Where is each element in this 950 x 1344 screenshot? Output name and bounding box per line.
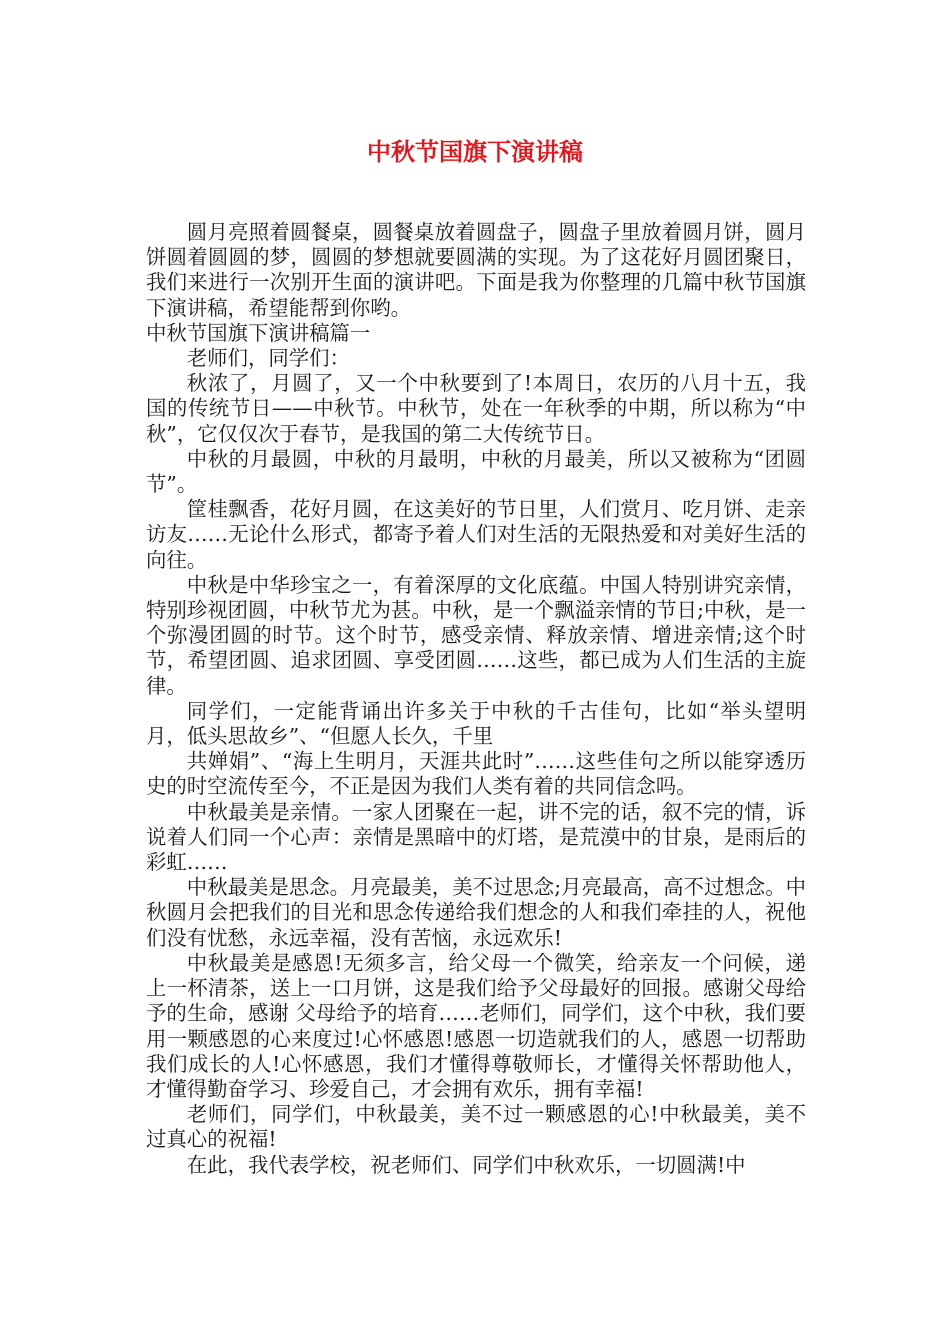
paragraph: 中秋的月最圆，中秋的月最明，中秋的月最美，所以又被称为“团圆节”。 [146,446,806,497]
paragraph: 中秋是中华珍宝之一，有着深厚的文化底蕴。中国人特别讲究亲情，特别珍视团圆，中秋节尤为甚。中秋，是一个飘溢亲情的节日;中秋，是一个弥漫团圆的时节。这个时节，感受亲情、释放亲情、增进亲情;这个时节，希望团圆、追求团圆、享受团圆……这些，都已成为人们生活的主旋律。 [146,572,806,698]
paragraph: 秋浓了，月圆了，又一个中秋要到了!本周日，农历的八月十五，我国的传统节日——中秋节。中秋节，处在一年秋季的中期，所以称为“中秋”，它仅仅次于春节，是我国的第二大传统节日。 [146,371,806,446]
paragraph: 共婵娟”、“海上生明月，天涯共此时”……这些佳句之所以能穿透历史的时空流传至今，不正是因为我们人类有着的共同信念吗。 [146,749,806,799]
paragraph: 圆月亮照着圆餐桌，圆餐桌放着圆盘子，圆盘子里放着圆月饼，圆月饼圆着圆圆的梦，圆圆的梦想就要圆满的实现。为了这花好月圆团聚日，我们来进行一次别开生面的演讲吧。下面是我为你整理的几篇中秋节国旗下演讲稿，希望能帮到你哟。 [146,220,806,320]
document-body [146,220,806,1178]
paragraph: 中秋最美是思念。月亮最美，美不过思念;月亮最高，高不过想念。中秋圆月会把我们的目光和思念传递给我们想念的人和我们牵挂的人，祝他们没有忧愁，永远幸福，没有苦恼，永远欢乐! [146,875,806,950]
paragraph: 中秋最美是亲情。一家人团聚在一起，讲不完的话，叙不完的情，诉说着人们同一个心声：亲情是黑暗中的灯塔，是荒漠中的甘泉，是雨后的彩虹…… [146,799,806,875]
document-title: 中秋节国旗下演讲稿 [367,138,583,166]
paragraph: 在此，我代表学校，祝老师们、同学们中秋欢乐，一切圆满!中 [186,1152,746,1177]
paragraph: 同学们，一定能背诵出许多关于中秋的千古佳句，比如“举头望明月，低头思故乡”、“但愿人长久，千里 [146,698,806,749]
section-heading: 中秋节国旗下演讲稿篇一 [146,320,371,345]
paragraph: 筐桂飘香，花好月圆，在这美好的节日里，人们赏月、吃月饼、走亲访友……无论什么形式，都寄予着人们对生活的无限热爱和对美好生活的向往。 [146,497,806,572]
paragraph: 老师们，同学们，中秋最美，美不过一颗感恩的心!中秋最美，美不过真心的祝福! [146,1102,806,1152]
paragraph: 老师们，同学们： [186,346,350,371]
paragraph: 中秋最美是感恩!无须多言，给父母一个微笑，给亲友一个问候，递上一杯清茶，送上一口月饼，这是我们给予父母最好的回报。感谢父母给予的生命，感谢 父母给予的培育……老师们，同学们，这个中秋，我们要用一颗感恩的心来度过!心怀感恩!感恩一切造就我们的人，感恩一切帮助我们成长的人!心怀感恩，我们才懂得尊敬师长，才懂得关怀帮助他人，才懂得勤奋学习、珍爱自己，才会拥有欢乐，拥有幸福! [146,950,806,1101]
